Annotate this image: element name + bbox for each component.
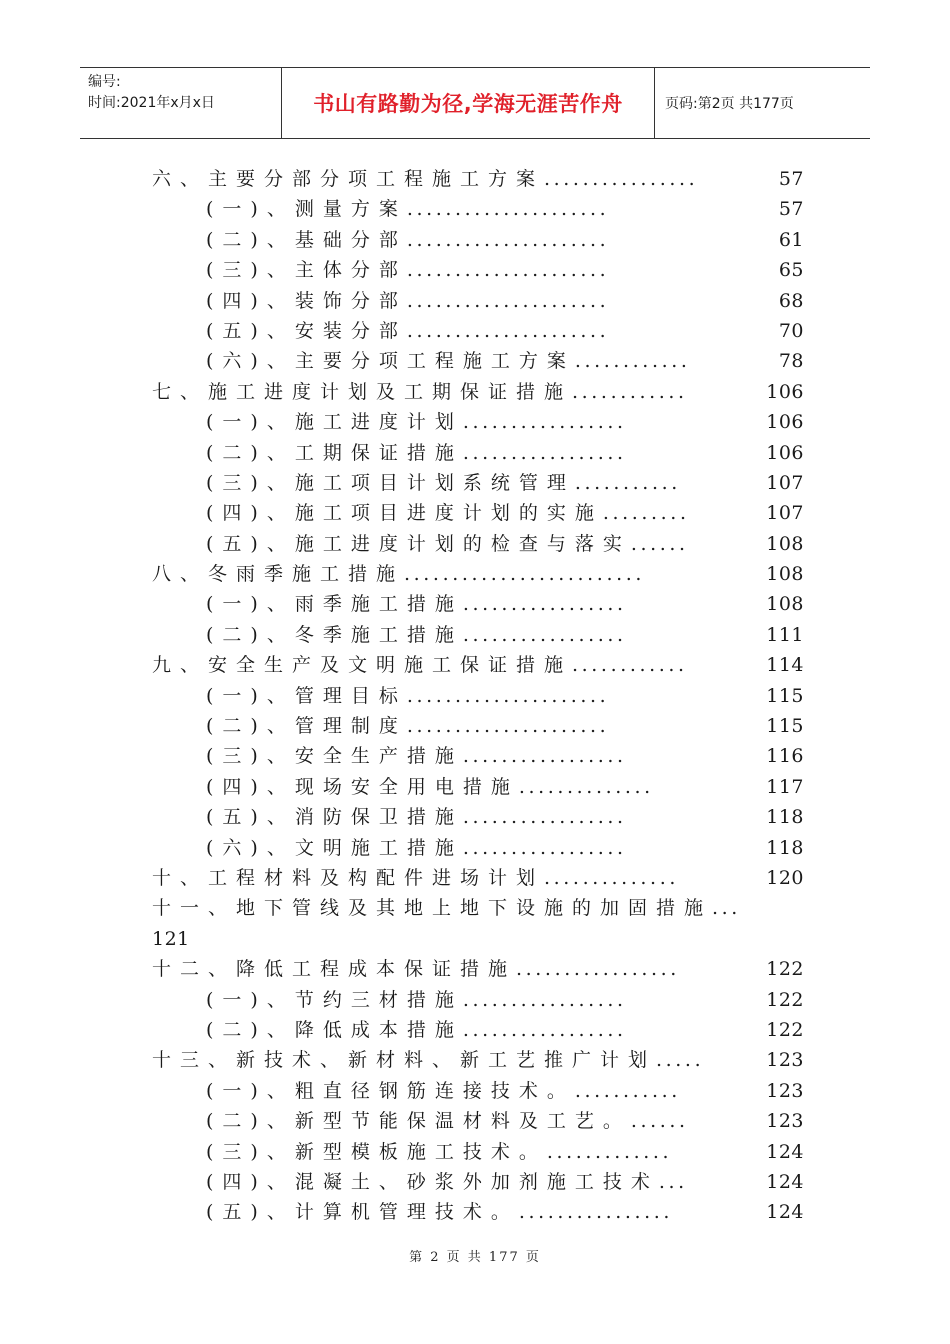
- toc-entry-page-number: 124: [762, 1137, 804, 1167]
- toc-entry-leader-dots: ............: [574, 350, 691, 373]
- toc-entry-title: (二)、管理制度: [206, 715, 407, 738]
- toc-entry-page-number: 70: [775, 316, 804, 346]
- toc-entry-title: (二)、降低成本措施: [206, 1018, 463, 1041]
- toc-entry-title: (五)、消防保卫措施: [206, 806, 463, 829]
- toc-entry: [152, 893, 804, 923]
- toc-entry: [152, 407, 804, 437]
- toc-entry-title: (一)、雨季施工措施: [206, 593, 463, 616]
- toc-entry-leader-dots: ................: [544, 168, 699, 190]
- toc-entry-leader-dots: ......: [630, 1110, 689, 1133]
- toc-entry-title: (四)、装饰分部: [206, 289, 407, 312]
- toc-entry-leader-dots: ..............: [544, 866, 679, 889]
- toc-entry-leader-dots: .....: [656, 1049, 705, 1072]
- toc-entry-page-number: 123: [762, 1076, 804, 1106]
- toc-entry-page-number: 108: [762, 559, 804, 589]
- toc-entry-title: 十二、降低工程成本保证措施: [152, 958, 517, 981]
- toc-entry-title: (三)、新型模板施工技术。: [206, 1140, 547, 1163]
- toc-entry-leader-dots: ...: [658, 1170, 688, 1193]
- toc-entry-page-number: 124: [762, 1167, 804, 1197]
- toc-entry-leader-dots: .............: [546, 1140, 673, 1163]
- toc-entry-leader-dots: .................: [462, 988, 627, 1011]
- header-page-info: 页码:第2页 共177页: [665, 96, 794, 112]
- toc-entry-page-number: 106: [762, 438, 804, 468]
- toc-entry: [152, 559, 804, 589]
- toc-entry: [152, 468, 804, 498]
- toc-entry-page-number: 78: [775, 346, 804, 376]
- toc-entry-title: (一)、粗直径钢筋连接技术。: [206, 1079, 575, 1102]
- toc-entry-leader-dots: .....................: [406, 289, 610, 312]
- toc-entry-page-number: 122: [762, 954, 804, 984]
- page-header: [80, 67, 870, 139]
- toc-entry-leader-dots: .....................: [406, 684, 610, 707]
- toc-entry-page-number: 120: [762, 863, 804, 893]
- toc-entry-leader-dots: .....................: [406, 259, 610, 282]
- toc-entry: [152, 438, 804, 468]
- toc-entry-page-number: 118: [762, 833, 804, 863]
- toc-entry-title: (二)、新型节能保温材料及工艺。: [206, 1110, 631, 1133]
- toc-entry-title: (六)、文明施工措施: [206, 836, 463, 859]
- toc-entry-title: (四)、混凝土、砂浆外加剂施工技术: [206, 1170, 659, 1193]
- toc-entry: [152, 650, 804, 680]
- toc-entry: [152, 1015, 804, 1045]
- header-motto: 书山有路勤为径,学海无涯苦作舟: [282, 68, 655, 138]
- toc-entry-title: 十三、新技术、新材料、新工艺推广计划: [152, 1049, 657, 1072]
- toc-entry-page-number: 57: [775, 164, 804, 194]
- toc-entry: [152, 286, 804, 316]
- toc-entry: [152, 802, 804, 832]
- toc-entry-page-number: 107: [762, 468, 804, 498]
- toc-entry-leader-dots: .........................: [404, 563, 646, 586]
- toc-entry-leader-dots: ............: [572, 654, 688, 677]
- toc-entry: [152, 620, 804, 650]
- toc-entry: [152, 255, 804, 285]
- document-time-label: 时间:2021年x月x日: [88, 95, 215, 111]
- toc-entry-title: (二)、基础分部: [206, 228, 407, 251]
- toc-entry-leader-dots: ................: [518, 1201, 674, 1224]
- toc-entry-leader-dots: .................: [462, 1018, 627, 1041]
- toc-entry-page-number: 107: [762, 498, 804, 528]
- toc-entry-title: 九、安全生产及文明施工保证措施: [152, 654, 573, 677]
- toc-entry-leader-dots: .....................: [406, 715, 610, 738]
- toc-entry-page-number: 116: [762, 741, 804, 771]
- toc-entry-leader-dots: ...........: [574, 1079, 681, 1102]
- toc-entry-title: (三)、安全生产措施: [206, 745, 463, 768]
- toc-entry: [152, 589, 804, 619]
- toc-entry-title: (五)、施工进度计划的检查与落实: [206, 532, 631, 555]
- toc-entry-leader-dots: .....................: [406, 198, 610, 221]
- toc-entry-leader-dots: ...: [712, 897, 741, 920]
- toc-entry-page-number: 108: [762, 589, 804, 619]
- toc-entry-page-number: 121: [152, 924, 190, 954]
- toc-entry-page-number: 122: [762, 1015, 804, 1045]
- toc-entry-leader-dots: .................: [462, 623, 627, 646]
- toc-entry-title: 六、主要分部分项工程施工方案: [152, 168, 545, 190]
- toc-entry-page-number: 123: [762, 1045, 804, 1075]
- toc-entry-title: (五)、安装分部: [206, 319, 407, 342]
- toc-entry-page-number: 57: [775, 194, 804, 224]
- toc-entry-leader-dots: ..............: [518, 775, 654, 798]
- toc-entry: [152, 985, 804, 1015]
- toc-entry: [152, 1045, 804, 1075]
- toc-entry-page-number: 118: [762, 802, 804, 832]
- toc-entry: [152, 1197, 804, 1227]
- toc-entry-leader-dots: .................: [462, 806, 627, 829]
- toc-entry-leader-dots: .................: [462, 836, 627, 859]
- toc-entry-leader-dots: .................: [462, 411, 627, 434]
- toc-entry-leader-dots: .................: [462, 745, 627, 768]
- toc-entry-title: (三)、主体分部: [206, 259, 407, 282]
- toc-entry-leader-dots: ............: [572, 380, 688, 403]
- toc-entry: [152, 833, 804, 863]
- toc-entry-page-number: 115: [762, 681, 804, 711]
- toc-entry-leader-dots: .....................: [406, 319, 610, 342]
- header-left-cell: [80, 68, 282, 138]
- toc-entry-leader-dots: .................: [516, 958, 680, 981]
- toc-entry-title: (五)、计算机管理技术。: [206, 1201, 519, 1224]
- toc-entry-page-number: 114: [762, 650, 804, 680]
- toc-entry-title: (二)、工期保证措施: [206, 441, 463, 464]
- toc-entry-page-number: 115: [762, 711, 804, 741]
- toc-entry-title: (一)、节约三材措施: [206, 988, 463, 1011]
- toc-entry-leader-dots: ......: [630, 532, 689, 555]
- toc-entry: [152, 316, 804, 346]
- toc-entry: [152, 1076, 804, 1106]
- toc-entry-title: (三)、施工项目计划系统管理: [206, 471, 575, 494]
- toc-entry: [152, 194, 804, 224]
- toc-entry: [152, 529, 804, 559]
- toc-entry-title: (四)、现场安全用电措施: [206, 775, 519, 798]
- toc-entry: [152, 954, 804, 984]
- toc-entry-title: (二)、冬季施工措施: [206, 623, 463, 646]
- toc-entry-page-number: 106: [762, 377, 804, 407]
- toc-entry-page-number: 122: [762, 985, 804, 1015]
- toc-entry-page-number: 106: [762, 407, 804, 437]
- toc-entry-title: (六)、主要分项工程施工方案: [206, 350, 575, 373]
- toc-entry-leader-dots: ...........: [574, 471, 681, 494]
- toc-entry-leader-dots: .................: [462, 593, 627, 616]
- toc-entry-page-number: 117: [762, 772, 804, 802]
- toc-entry: [152, 498, 804, 528]
- toc-entry: [152, 1106, 804, 1136]
- page-footer: 第 2 页 共 177 页: [409, 1250, 541, 1265]
- toc-entry: [152, 924, 804, 954]
- toc-entry-page-number: 68: [775, 286, 804, 316]
- toc-entry: [152, 772, 804, 802]
- toc-entry-title: (一)、管理目标: [206, 684, 407, 707]
- toc-entry: [152, 863, 804, 893]
- toc-entry-title: 十、工程材料及构配件进场计划: [152, 866, 545, 889]
- toc-entry-title: 八、冬雨季施工措施: [152, 563, 405, 586]
- toc-entry-page-number: 123: [762, 1106, 804, 1136]
- toc-entry-title: (一)、施工进度计划: [206, 411, 463, 434]
- table-of-contents: [152, 164, 804, 1228]
- toc-entry: [152, 164, 804, 194]
- toc-entry-leader-dots: .........: [602, 502, 690, 525]
- toc-entry: [152, 225, 804, 255]
- toc-entry: [152, 1137, 804, 1167]
- toc-entry-title: (四)、施工项目进度计划的实施: [206, 502, 603, 525]
- toc-entry-title: 七、施工进度计划及工期保证措施: [152, 380, 573, 403]
- toc-entry-page-number: 65: [775, 255, 804, 285]
- toc-entry: [152, 741, 804, 771]
- toc-entry: [152, 377, 804, 407]
- toc-entry-page-number: 108: [762, 529, 804, 559]
- toc-entry-title: (一)、测量方案: [206, 198, 407, 221]
- toc-entry-page-number: 111: [762, 620, 804, 650]
- toc-entry: [152, 711, 804, 741]
- toc-entry: [152, 681, 804, 711]
- toc-entry-title: 十一、地下管线及其地上地下设施的加固措施: [152, 897, 713, 920]
- toc-entry-leader-dots: .................: [462, 441, 627, 464]
- toc-entry-page-number: 124: [762, 1197, 804, 1227]
- toc-entry: [152, 1167, 804, 1197]
- toc-entry-leader-dots: .....................: [406, 228, 610, 251]
- toc-entry-page-number: 61: [775, 225, 804, 255]
- toc-entry: [152, 346, 804, 376]
- document-number-label: 编号:: [88, 74, 121, 90]
